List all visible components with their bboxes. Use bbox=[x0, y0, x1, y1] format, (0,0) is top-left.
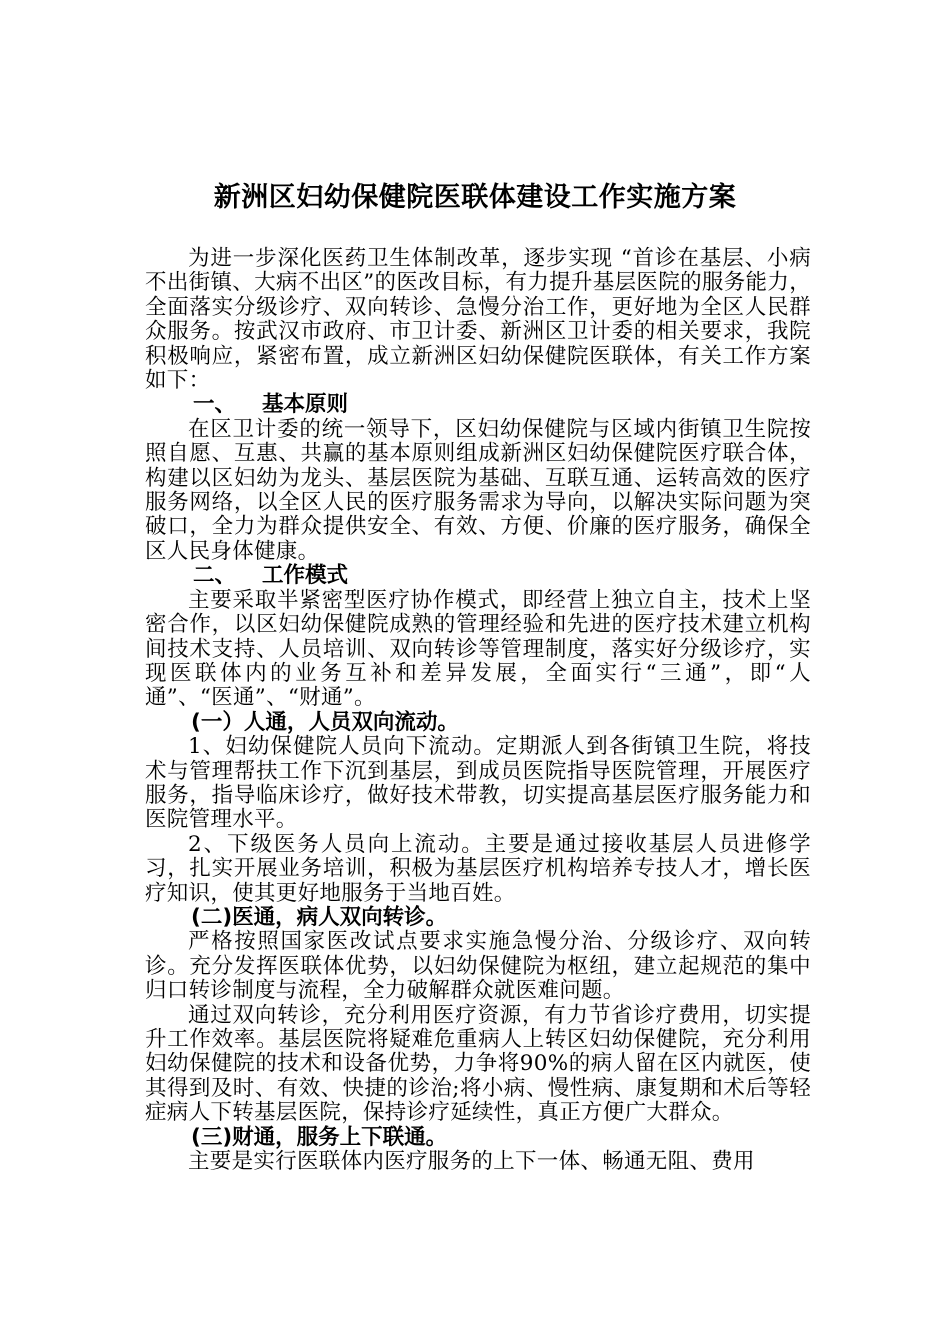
subsection-heading-referral: (二)医通，病人双向转诊。 bbox=[191, 904, 448, 930]
document-title: 新洲区妇幼保健院医联体建设工作实施方案 bbox=[213, 182, 737, 213]
principles-paragraph: 在区卫计委的统一领导下，区妇幼保健院与区域内街镇卫生院按照自愿、互惠、共赢的基本原则组成新洲区妇幼保健院医疗联合体，构建以区妇幼为龙头、基层医院为基础、互联互通、运转高效的医疗服务网络，以全区人民的医疗服务需求为导向，以解决实际问题为突破口，全力为群众提供安全、有效、方便、价廉的医疗服务，确保全区人民身体健康。 bbox=[145, 416, 811, 564]
finance-paragraph-1: 主要是实行医联体内医疗服务的上下一体、畅通无阻、费用 bbox=[188, 1149, 755, 1175]
section-heading-principles bbox=[145, 393, 811, 417]
intro-paragraph: 为进一步深化医药卫生体制改革，逐步实现 “首诊在基层、小病不出街镇、大病不出区”的医改目标，有力提升基层医院的服务能力，全面落实分级诊疗、双向转诊、急慢分治工作，更好地为全区人民群众服务。按武汉市政府、市卫计委、新洲区卫计委的相关要求，我院积极响应，紧密布置，成立新洲区妇幼保健院医联体，有关工作方案如下： bbox=[145, 246, 811, 394]
staff-paragraph-1: 1、妇幼保健院人员向下流动。定期派人到各街镇卫生院，将技术与管理帮扶工作下沉到基层，到成员医院指导医院管理，开展医疗服务，指导临床诊疗，做好技术带教，切实提高基层医疗服务能力和医院管理水平。 bbox=[145, 734, 811, 833]
document-body bbox=[145, 247, 811, 1174]
section-number: 一、 bbox=[193, 392, 237, 418]
section-title: 工作模式 bbox=[262, 563, 349, 589]
staff-paragraph-2: 2、下级医务人员向上流动。主要是通过接收基层人员进修学习，扎实开展业务培训，积极为基层医疗机构培养专技人才，增长医疗知识，使其更好地服务于当地百姓。 bbox=[145, 831, 811, 906]
referral-paragraph-2: 通过双向转诊，充分利用医疗资源，有力节省诊疗费用，切实提升工作效率。基层医院将疑难危重病人上转区妇幼保健院，充分利用妇幼保健院的技术和设备优势，力争将90%的病人留在区内就医，使其得到及时、有效、快捷的诊治;将小病、慢性病、康复期和术后等轻症病人下转基层医院，保持诊疗延续性，真正方便广大群众。 bbox=[145, 1002, 811, 1126]
referral-paragraph-1: 严格按照国家医改试点要求实施急慢分治、分级诊疗、双向转诊。充分发挥医联体优势，以妇幼保健院为枢纽，建立起规范的集中归口转诊制度与流程，全力破解群众就医难问题。 bbox=[145, 929, 811, 1004]
mode-paragraph: 主要采取半紧密型医疗协作模式，即经营上独立自主，技术上坚密合作，以区妇幼保健院成熟的管理经验和先进的医疗技术建立机构间技术支持、人员培训、双向转诊等管理制度，落实好分级诊疗，实现医联体内的业务互补和差异发展，全面实行“三通”，即“人通”、“医通”、“财通”。 bbox=[145, 587, 811, 711]
subsection-heading-staff: (一）人通，人员双向流动。 bbox=[191, 709, 459, 735]
section-number: 二、 bbox=[193, 563, 237, 589]
subsection-heading-finance: (三)财通，服务上下联通。 bbox=[191, 1124, 448, 1150]
section-title: 基本原则 bbox=[262, 392, 349, 418]
section-heading-mode bbox=[145, 564, 811, 588]
